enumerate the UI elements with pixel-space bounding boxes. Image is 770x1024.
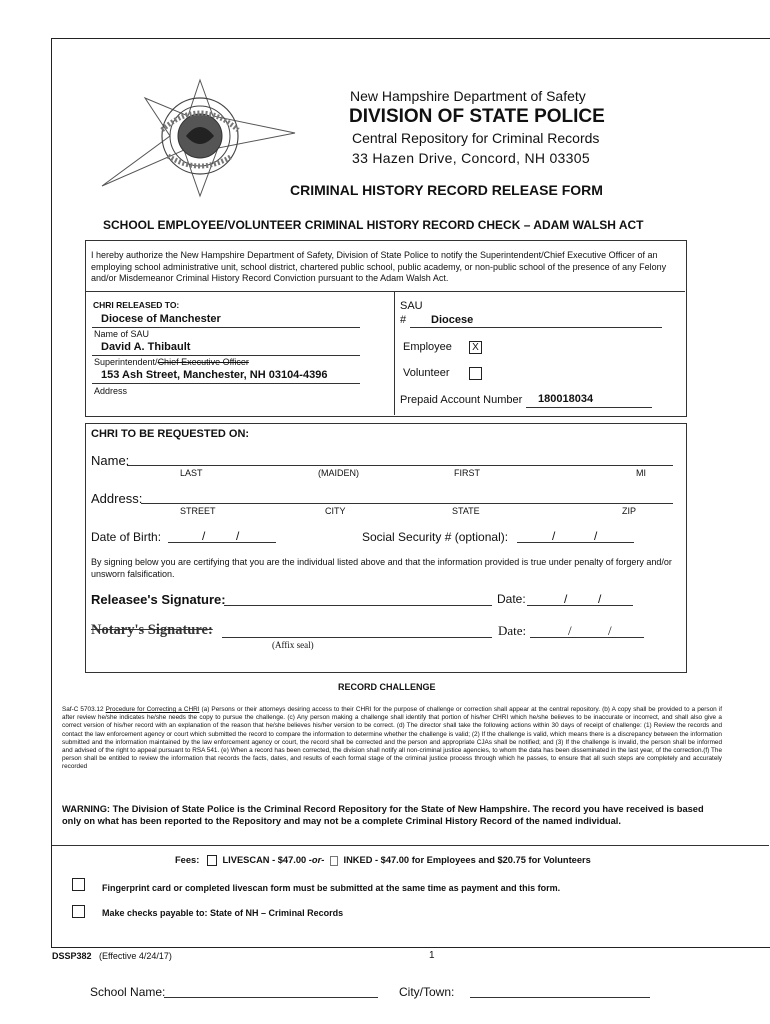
ssn-slash: / bbox=[552, 529, 556, 543]
date-slash: / bbox=[568, 623, 572, 638]
prepaid-label: Prepaid Account Number bbox=[400, 394, 523, 406]
ssn-input-line[interactable] bbox=[517, 542, 634, 543]
notary-date-line[interactable] bbox=[530, 637, 644, 638]
released-to-heading: CHRI RELEASED TO: bbox=[93, 300, 180, 310]
page-number: 1 bbox=[429, 950, 435, 961]
superintendent-label: Superintendent/Chief Executive Officer bbox=[94, 357, 249, 367]
address-input-line[interactable] bbox=[141, 503, 673, 504]
name-part-first: FIRST bbox=[454, 468, 480, 478]
address-part-street: STREET bbox=[180, 506, 216, 516]
sau-number-line bbox=[410, 327, 662, 328]
sau-name-value[interactable]: Diocese of Manchester bbox=[101, 313, 221, 325]
warning-text: WARNING: The Division of State Police is the Criminal Record Repository for the State of New Hampshire. The record you have received is based only on what has been reported to the Repository and may not be a complete Criminal History Record of the named individual. bbox=[62, 804, 704, 826]
notary-signature-line[interactable] bbox=[222, 637, 492, 638]
dob-input-line[interactable] bbox=[168, 542, 276, 543]
checks-payable-checkbox[interactable] bbox=[72, 905, 85, 918]
dob-label: Date of Birth: bbox=[91, 530, 162, 544]
affix-seal-label: (Affix seal) bbox=[272, 640, 314, 650]
fingerprint-note: Fingerprint card or completed livescan form must be submitted at the same time as payment and this form. bbox=[102, 883, 561, 893]
releasee-date-line[interactable] bbox=[527, 605, 633, 606]
name-part-maiden: (MAIDEN) bbox=[318, 468, 359, 478]
dob-slash: / bbox=[236, 529, 240, 543]
volunteer-label: Volunteer bbox=[403, 367, 450, 379]
divider bbox=[52, 845, 769, 846]
superintendent-line bbox=[92, 355, 360, 356]
name-part-last: LAST bbox=[180, 468, 203, 478]
address-part-zip: ZIP bbox=[622, 506, 637, 516]
ceo-struck-label: Chief Executive Officer bbox=[157, 357, 249, 367]
form-number: DSSP382 (Effective 4/24/17) bbox=[52, 951, 172, 961]
repository-name: Central Repository for Criminal Records bbox=[352, 130, 600, 146]
city-town-line[interactable] bbox=[470, 997, 650, 998]
name-part-mi: MI bbox=[636, 468, 646, 478]
date-slash: / bbox=[598, 592, 602, 606]
school-name-label: School Name: bbox=[90, 985, 166, 999]
releasee-signature-line[interactable] bbox=[224, 605, 492, 606]
repository-address: 33 Hazen Drive, Concord, NH 03305 bbox=[352, 150, 590, 166]
state-police-seal-logo bbox=[100, 78, 300, 198]
address-label-req: Address: bbox=[91, 491, 143, 506]
dob-slash: / bbox=[202, 529, 206, 543]
prepaid-line bbox=[526, 407, 652, 408]
form-title: CRIMINAL HISTORY RECORD RELEASE FORM bbox=[290, 182, 603, 198]
sau-number-value[interactable]: Diocese bbox=[431, 314, 474, 326]
divider bbox=[85, 291, 685, 292]
sau-name-label: Name of SAU bbox=[94, 329, 150, 339]
school-name-line[interactable] bbox=[164, 997, 378, 998]
request-heading: CHRI TO BE REQUESTED ON: bbox=[91, 428, 250, 440]
authorization-text: I hereby authorize the New Hampshire Department of Safety, Division of State Police to notify the Superintendent/Chief Executive Officer of an employing school administrative unit, school district, chartered public school, public academy, or non-public school of the presence of any Felony and/or Misdemeanor Criminal History Record Conviction pursuant to the Adam Walsh Act. bbox=[91, 250, 667, 283]
sau-name-line bbox=[92, 327, 360, 328]
checks-note: Make checks payable to: State of NH – Criminal Records bbox=[102, 908, 344, 918]
address-value[interactable]: 153 Ash Street, Manchester, NH 03104-4396 bbox=[101, 369, 328, 381]
form-subtitle: SCHOOL EMPLOYEE/VOLUNTEER CRIMINAL HISTORY RECORD CHECK – ADAM WALSH ACT bbox=[103, 218, 644, 232]
releasee-signature-label: Releasee's Signature: bbox=[91, 592, 226, 607]
address-line bbox=[92, 383, 360, 384]
fingerprint-checkbox[interactable] bbox=[72, 878, 85, 891]
challenge-heading: RECORD CHALLENGE bbox=[338, 682, 436, 692]
notary-date-label: Date: bbox=[498, 623, 527, 638]
inked-checkbox[interactable] bbox=[330, 856, 338, 866]
address-label: Address bbox=[94, 386, 128, 396]
sau-label: SAU bbox=[400, 300, 423, 312]
challenge-text: Saf-C 5703.12 Procedure for Correcting a CHRI (a) Persons or their attorneys desiring access to their CHRI for the purpose of challenge or correction shall appear at the central repository. (b) A copy shall be provided to a person if after review he/she indicates he/she needs the copy to pursue the challenge. (c) Any person making a challenge shall identify that portion of his/her CHRI which he/she believes to be inaccurate or incorrect, and shall also give a correct version of his/her record with an explanation of the reason that he/she believes his/her version to be correct. (d) The director shall take the following actions within 30 days of receipt of challenge: (1) Review the records and contact the law enforcement agency or court which submitted the record to compare the information to determine whether the challenge is valid; (2) If the challenge is valid, which means there is a discrepancy between the information submitted and the information maintained by the law enforcement agency or court, the record shall be corrected and the person and appropriate CJAs shall be notified; and (3) If the challenge is invalid, the person shall be informed and advised of the right to appeal pursuant to RSA 541. (e) When a record has been corrected, the division shall notify all non-criminal justice agencies, to whom the data has been disseminated in the last year, of the correction.(f) The person shall be entitled to review the information that records the facts, dates, and results of each formal stage of the criminal justice process through which he passes, to ensure that all such steps are completely and accurately recorded bbox=[62, 706, 722, 771]
name-label: Name: bbox=[91, 453, 130, 468]
volunteer-checkbox[interactable] bbox=[469, 367, 482, 380]
date-slash: / bbox=[608, 623, 612, 638]
divider bbox=[394, 291, 395, 415]
dept-name: New Hampshire Department of Safety bbox=[350, 88, 586, 104]
superintendent-value[interactable]: David A. Thibault bbox=[101, 341, 191, 353]
notary-signature-label: Notary's Signature: bbox=[91, 622, 213, 638]
name-input-line[interactable] bbox=[127, 465, 673, 466]
division-name: DIVISION OF STATE POLICE bbox=[349, 106, 605, 127]
releasee-date-label: Date: bbox=[497, 592, 526, 606]
sau-hash: # bbox=[400, 314, 407, 326]
livescan-checkbox[interactable] bbox=[207, 855, 217, 866]
prepaid-value[interactable]: 180018034 bbox=[538, 393, 594, 405]
city-town-label: City/Town: bbox=[399, 985, 455, 999]
address-part-city: CITY bbox=[325, 506, 346, 516]
fees-line: Fees: LIVESCAN - $47.00 -or- INKED - $47.00 for Employees and $20.75 for Volunteers bbox=[175, 855, 591, 865]
ssn-label: Social Security # (optional): bbox=[362, 530, 509, 544]
employee-checkbox[interactable]: X bbox=[469, 341, 482, 354]
certify-text: By signing below you are certifying that you are the individual listed above and that the information provided is true under penalty of forgery and/or unsworn falsification. bbox=[91, 557, 672, 579]
ssn-slash: / bbox=[594, 529, 598, 543]
employee-label: Employee bbox=[403, 341, 452, 353]
date-slash: / bbox=[564, 592, 568, 606]
address-part-state: STATE bbox=[452, 506, 480, 516]
